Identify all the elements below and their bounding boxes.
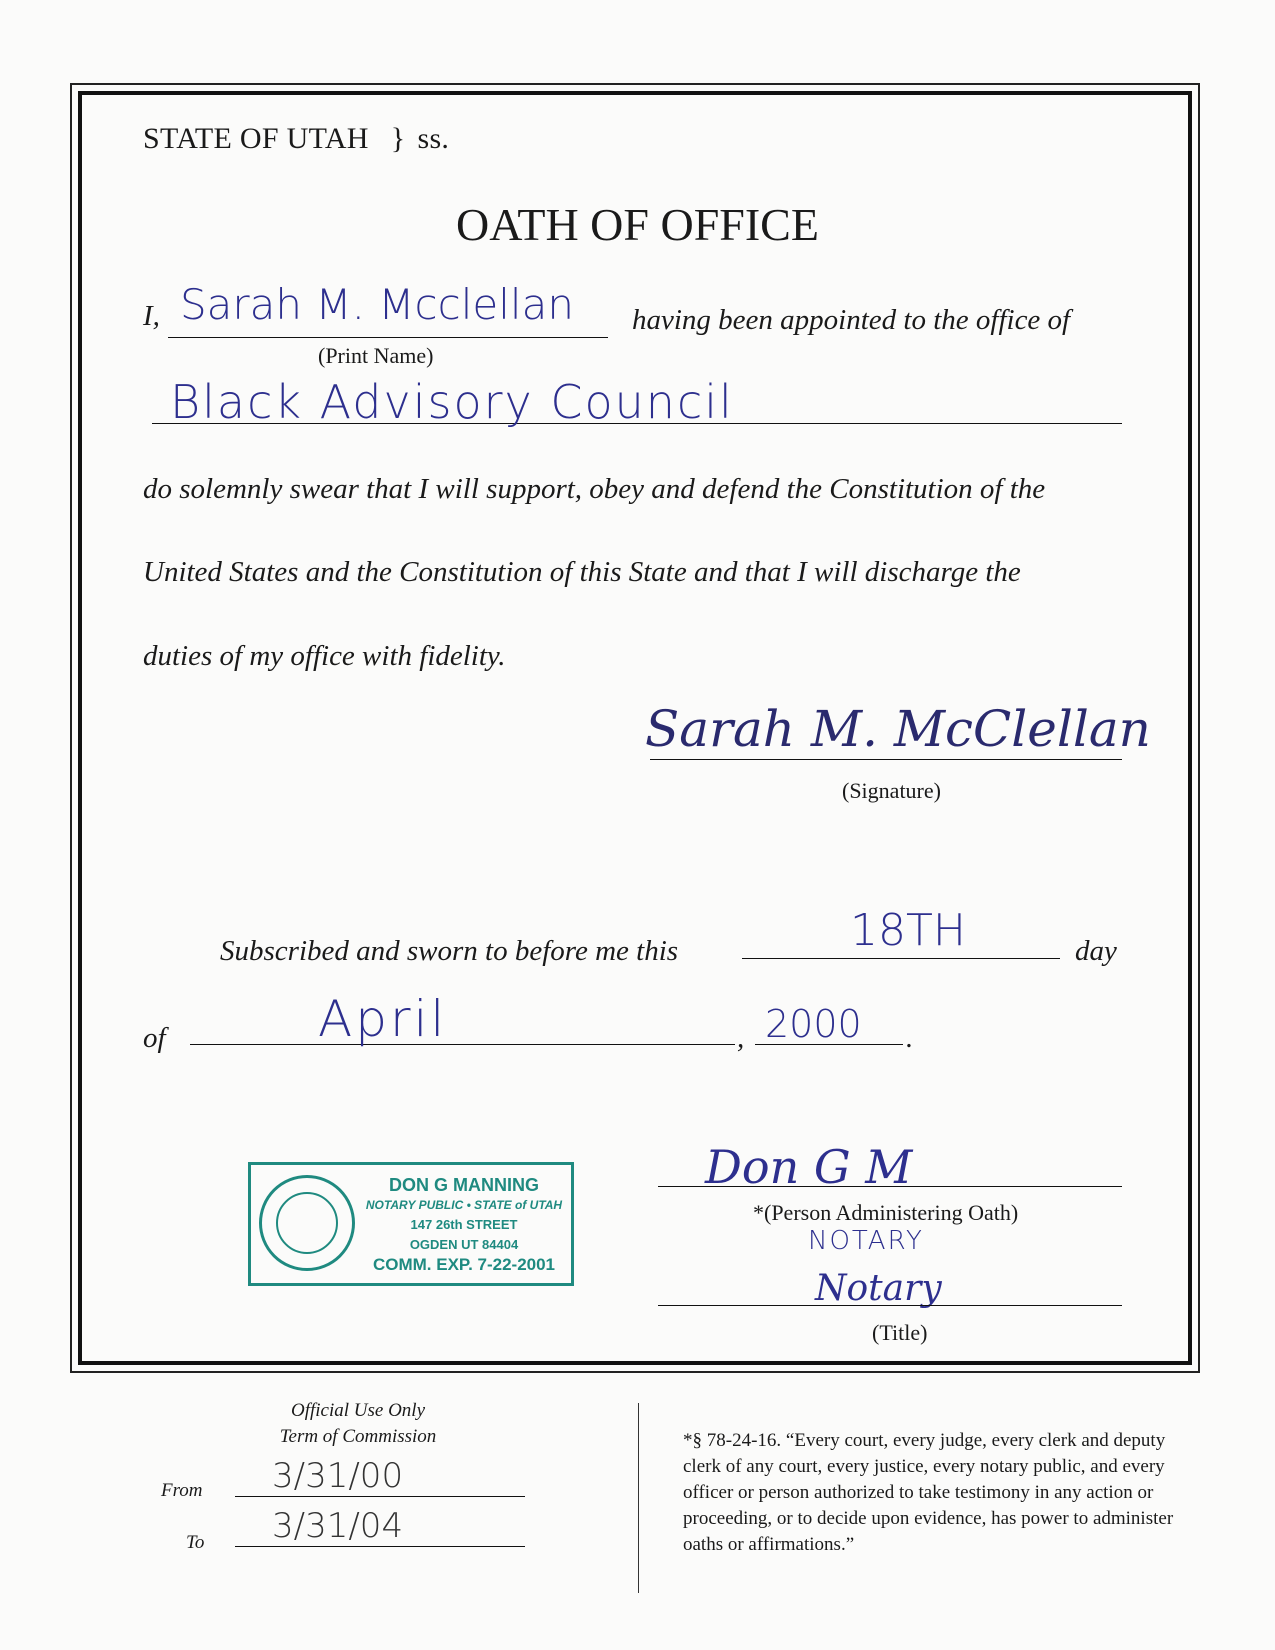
office-handwritten: Black Advisory Council: [170, 375, 734, 429]
month-line: [190, 1044, 735, 1045]
from-label: From: [161, 1480, 203, 1501]
appointed-text: having been appointed to the office of: [632, 304, 1071, 336]
administrator-signature: Don G M: [705, 1140, 913, 1194]
official-use-label: Official Use Only: [290, 1400, 426, 1421]
notary-stamp: [248, 1162, 574, 1286]
stamp-title: NOTARY PUBLIC • STATE of UTAH: [365, 1198, 563, 1212]
stamp-city: OGDEN UT 84404: [409, 1237, 519, 1252]
oath-line-3: duties of my office with fidelity.: [143, 640, 506, 672]
day-line: [742, 958, 1060, 959]
to-line: [235, 1546, 525, 1547]
from-handwritten: 3/31/00: [272, 1456, 404, 1496]
state-seal: [259, 1175, 355, 1271]
to-handwritten: 3/31/04: [272, 1506, 404, 1546]
print-name-label: (Print Name): [318, 343, 434, 368]
date-period: .: [906, 1022, 914, 1054]
state-heading: [143, 122, 449, 156]
day-handwritten: 18TH: [850, 905, 966, 956]
seal-emblem: [276, 1192, 338, 1254]
ss-label: ss.: [417, 122, 450, 155]
notary-handprinted: NOTARY: [808, 1226, 924, 1256]
document-title: OATH OF OFFICE: [456, 199, 819, 250]
oath-signature: Sarah M. McClellan: [645, 700, 1151, 758]
official-use-heading: [268, 1398, 448, 1450]
administrator-line: [658, 1186, 1122, 1187]
title-line: [658, 1305, 1122, 1306]
from-line: [235, 1496, 525, 1497]
state-name: STATE OF UTAH: [143, 122, 369, 155]
of-label: of: [143, 1022, 166, 1054]
oath-prefix: I,: [143, 300, 160, 332]
signature-line: [650, 759, 1122, 760]
title-label: (Title): [872, 1320, 928, 1345]
signature-label: (Signature): [842, 778, 941, 803]
day-label: day: [1075, 935, 1117, 967]
name-handwritten: Sarah M. Mcclellan: [180, 280, 574, 329]
stamp-text: [359, 1175, 569, 1275]
subscribed-text: Subscribed and sworn to before me this: [220, 935, 679, 967]
date-comma: ,: [737, 1022, 745, 1054]
title-handwritten: Notary: [815, 1268, 942, 1309]
to-label: To: [186, 1532, 205, 1553]
oath-line-2: United States and the Constitution of this State and that I will discharge the: [143, 556, 1021, 588]
state-brace: }: [390, 122, 406, 155]
stamp-name: DON G MANNING: [389, 1175, 539, 1195]
stamp-street: 147 26th STREET: [410, 1217, 518, 1232]
year-handwritten: 2000: [765, 1002, 862, 1046]
footer-divider: [638, 1403, 639, 1593]
statute-footnote: *§ 78-24-16. “Every court, every judge, every clerk and deputy clerk of any court, every justice, every notary public, and every officer or person authorized to take testimony in any action or proceeding, or to decide upon evidence, has power to administer oaths or affirmations.”: [683, 1430, 1174, 1555]
name-line: [168, 337, 608, 338]
oath-line-1: do solemnly swear that I will support, obey and defend the Constitution of the: [143, 473, 1046, 505]
stamp-expiration: COMM. EXP. 7-22-2001: [372, 1255, 556, 1274]
term-of-commission-label: Term of Commission: [279, 1426, 437, 1447]
month-handwritten: April: [318, 990, 448, 1048]
administrator-label: *(Person Administering Oath): [753, 1200, 1019, 1225]
